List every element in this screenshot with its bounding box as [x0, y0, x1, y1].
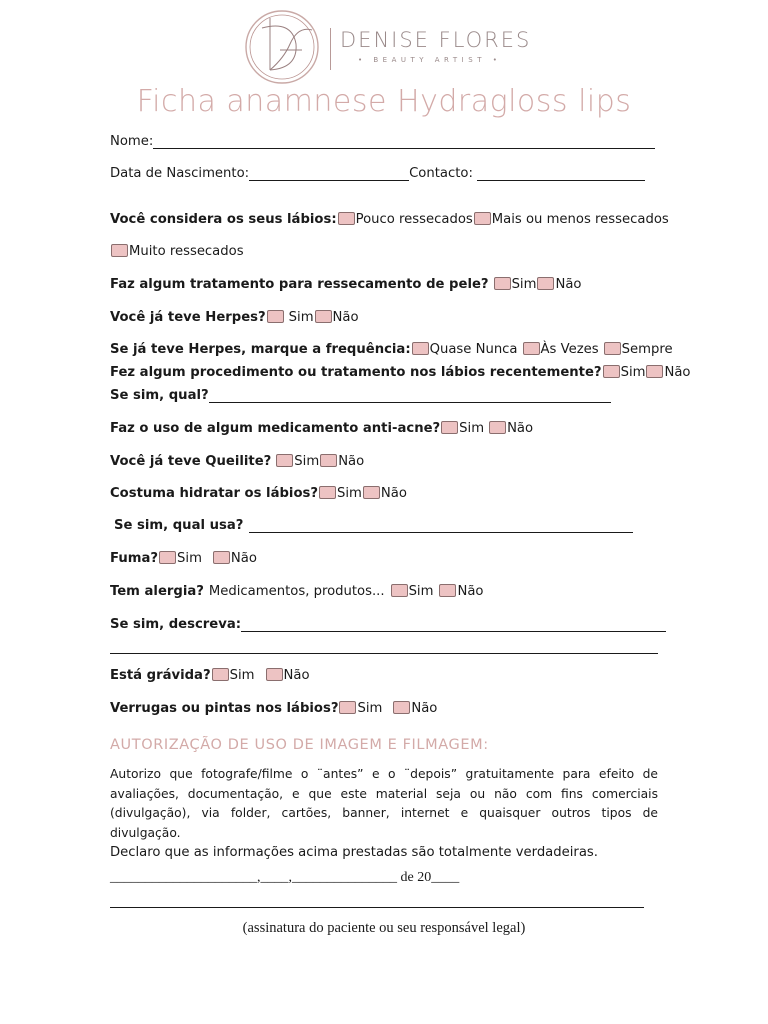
checkbox-sim[interactable]	[319, 486, 336, 499]
question-label: Você considera os seus lábios:	[110, 212, 337, 227]
question-hidratar	[110, 486, 407, 501]
question-procedimento	[110, 365, 691, 380]
option-label: Sim	[511, 277, 537, 292]
signature-caption: (assinatura do paciente ou seu responsável legal)	[242, 920, 526, 936]
question-labios	[110, 212, 669, 227]
question-label: Tem alergia?	[110, 584, 204, 599]
question-gravida	[110, 668, 310, 683]
question-queilite	[110, 454, 364, 469]
checkbox-sempre[interactable]	[604, 342, 621, 355]
question-alergia-descreva	[110, 617, 666, 632]
checkbox-nao[interactable]	[537, 277, 554, 290]
checkbox-nao[interactable]	[320, 454, 337, 467]
option-label: Sim	[288, 310, 314, 325]
question-hidratar-qual	[114, 518, 633, 533]
date-line[interactable]: _____________________,____,_______________ de 20____	[110, 870, 460, 885]
option-label: Sim	[177, 551, 202, 566]
option-label: Não	[507, 421, 534, 436]
checkbox-muito-ressecados[interactable]	[111, 244, 128, 257]
question-fuma	[110, 551, 257, 566]
data-nascimento-field[interactable]	[249, 168, 409, 181]
question-alergia	[110, 584, 483, 599]
brand-name: DENISE FLORES	[340, 28, 532, 52]
question-herpes-frequencia	[110, 342, 673, 357]
option-label: Sim	[459, 421, 485, 436]
question-sublabel: Medicamentos, produtos...	[208, 584, 385, 599]
question-label: Está grávida?	[110, 668, 211, 683]
question-anti-acne	[110, 421, 533, 436]
question-procedimento-qual	[110, 388, 611, 403]
question-label: Se sim, qual?	[110, 388, 209, 403]
option-label: Sempre	[621, 342, 673, 357]
authorization-heading: AUTORIZAÇÃO DE USO DE IMAGEM E FILMAGEM:	[110, 737, 489, 753]
nascimento-contacto-row	[110, 166, 645, 181]
option-label: Não	[555, 277, 582, 292]
checkbox-sim[interactable]	[339, 701, 356, 714]
nome-row	[110, 134, 655, 149]
alergia-descreva-field[interactable]	[241, 619, 666, 632]
checkbox-sim[interactable]	[441, 421, 458, 434]
checkbox-sim[interactable]	[276, 454, 293, 467]
authorization-text	[110, 765, 658, 863]
page-title: Ficha anamnese Hydragloss lips	[136, 84, 632, 119]
option-label: Não	[664, 365, 691, 380]
nome-label: Nome:	[110, 134, 154, 149]
question-labios-cont	[110, 244, 244, 259]
option-label: Não	[338, 454, 365, 469]
question-label: Se sim, descreva:	[110, 617, 242, 632]
question-herpes	[110, 310, 359, 325]
question-label: Se já teve Herpes, marque a frequência:	[110, 342, 411, 357]
data-nascimento-label: Data de Nascimento:	[110, 166, 250, 181]
question-label: Se sim, qual usa?	[114, 518, 244, 533]
question-tratamento-pele	[110, 277, 581, 292]
alergia-descreva-field-line2[interactable]	[110, 641, 658, 654]
option-label: Não	[230, 551, 257, 566]
checkbox-quase-nunca[interactable]	[412, 342, 429, 355]
checkbox-nao[interactable]	[393, 701, 410, 714]
checkbox-nao[interactable]	[363, 486, 380, 499]
option-label: Não	[380, 486, 407, 501]
option-label: Às Vezes	[540, 342, 599, 357]
nome-field[interactable]	[153, 136, 655, 149]
checkbox-nao[interactable]	[646, 365, 663, 378]
option-label: Não	[411, 701, 438, 716]
option-label: Pouco ressecados	[355, 212, 473, 227]
option-label: Não	[283, 668, 310, 683]
option-label: Sim	[408, 584, 434, 599]
monogram-icon	[240, 8, 330, 86]
option-label: Sim	[229, 668, 255, 683]
checkbox-nao[interactable]	[213, 551, 230, 564]
checkbox-nao[interactable]	[266, 668, 283, 681]
checkbox-sim[interactable]	[159, 551, 176, 564]
brand-tagline: • BEAUTY ARTIST •	[358, 56, 502, 64]
question-label: Verrugas ou pintas nos lábios?	[110, 701, 339, 716]
option-label: Quase Nunca	[429, 342, 518, 357]
option-label: Sim	[294, 454, 320, 469]
question-label: Costuma hidratar os lábios?	[110, 486, 318, 501]
question-label: Você já teve Herpes?	[110, 310, 266, 325]
question-label: Fez algum procedimento ou tratamento nos lábios recentemente?	[110, 365, 602, 380]
checkbox-as-vezes[interactable]	[523, 342, 540, 355]
option-label: Sim	[357, 701, 383, 716]
signature-line[interactable]	[110, 907, 644, 908]
question-label: Fuma?	[110, 551, 159, 566]
logo-divider	[330, 28, 331, 70]
question-label: Você já teve Queilite?	[110, 454, 272, 469]
hidratar-qual-field[interactable]	[249, 520, 633, 533]
option-label: Mais ou menos ressecados	[491, 212, 669, 227]
checkbox-mais-ou-menos[interactable]	[474, 212, 491, 225]
question-label: Faz algum tratamento para ressecamento de pele?	[110, 277, 489, 292]
contacto-field[interactable]	[477, 168, 645, 181]
checkbox-nao[interactable]	[315, 310, 332, 323]
checkbox-pouco-ressecados[interactable]	[338, 212, 355, 225]
checkbox-nao[interactable]	[489, 421, 506, 434]
option-label: Sim	[337, 486, 362, 501]
checkbox-sim[interactable]	[494, 277, 511, 290]
alergia-descreva-line2-row	[110, 641, 658, 654]
option-label: Sim	[620, 365, 646, 380]
checkbox-nao[interactable]	[439, 584, 456, 597]
option-label: Não	[457, 584, 484, 599]
authorization-paragraph: Autorizo que fotografe/filme o ¨antes” e o ¨depois” gratuitamente para efeito de avaliações, documentação, e que este material seja ou não com fins comerciais (divulgação), via folder, cartões, banner, internet e quaisquer outros tipos de divulgação.	[110, 767, 658, 840]
procedimento-qual-field[interactable]	[209, 390, 611, 403]
option-label: Não	[332, 310, 359, 325]
question-verrugas	[110, 701, 437, 716]
checkbox-sim[interactable]	[391, 584, 408, 597]
contacto-label: Contacto:	[409, 166, 473, 181]
option-label: Muito ressecados	[129, 244, 244, 259]
checkbox-sim[interactable]	[267, 310, 284, 323]
checkbox-sim[interactable]	[603, 365, 620, 378]
checkbox-sim[interactable]	[212, 668, 229, 681]
declaration-text: Declaro que as informações acima prestadas são totalmente verdadeiras.	[110, 845, 598, 861]
question-label: Faz o uso de algum medicamento anti-acne?	[110, 421, 441, 436]
